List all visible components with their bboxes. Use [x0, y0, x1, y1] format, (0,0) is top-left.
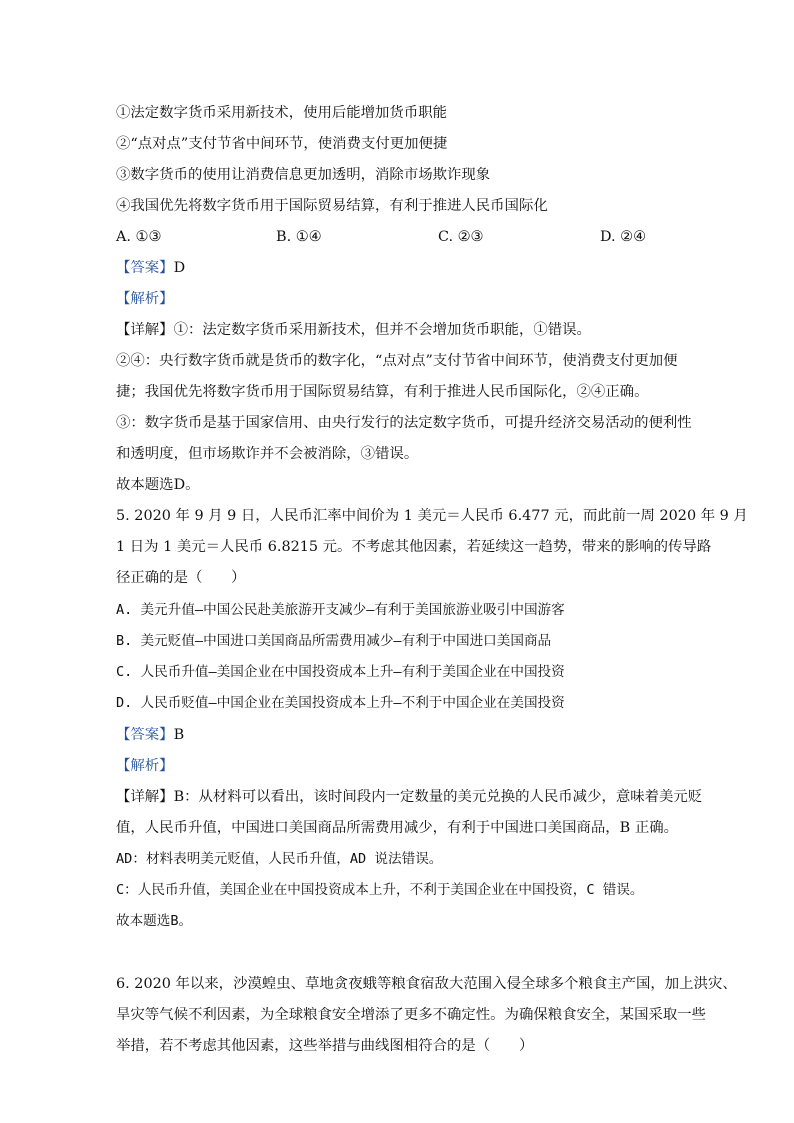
- q4-item-3: ③数字货币的使用让消费信息更加透明，消除市场欺诈现象: [116, 167, 491, 183]
- q4-answer-label: 【答案】: [116, 260, 174, 276]
- q5-conclusion: 故本题选B。: [116, 913, 193, 929]
- q4-item-2: ②“点对点”支付节省中间环节，使消费支付更加便捷: [116, 136, 448, 152]
- q5-stem-2: 1 日为 1 美元＝人民币 6.8215 元。不考虑其他因素，若延续这一趋势，带来的影响的传导路: [116, 539, 712, 555]
- q4-answer-value: D: [173, 260, 186, 276]
- q5-option-a: A. 美元升值—中国公民赴美旅游开支减少—有利于美国旅游业吸引中国游客: [116, 602, 565, 618]
- q4-detail-4: ③：数字货币是基于国家信用、由央行发行的法定数字货币，可提升经济交易活动的便利性: [116, 415, 692, 431]
- q4-item-4: ④我国优先将数字货币用于国际贸易结算，有利于推进人民币国际化: [116, 198, 548, 214]
- q4-detail-5: 和透明度，但市场欺诈并不会被消除，③错误。: [116, 446, 419, 462]
- q6-stem-1: 6. 2020 年以来，沙漠蝗虫、草地贪夜蛾等粮食宿敌大范围入侵全球多个粮食主产国，加上洪灾、: [116, 976, 737, 992]
- q5-answer-label: 【答案】: [116, 727, 174, 743]
- q5-answer-value: B: [173, 727, 185, 743]
- q4-answer: [116, 258, 185, 278]
- q4-detail-3: 捷；我国优先将数字货币用于国际贸易结算，有利于推进人民币国际化，②④正确。: [116, 384, 649, 400]
- q4-option-b: B. ①④: [276, 229, 322, 245]
- q4-conclusion: 故本题选D。: [116, 477, 200, 493]
- q4-analysis-label: 【解析】: [116, 291, 174, 307]
- q4-option-d: D. ②④: [600, 229, 646, 245]
- q5-option-c: C. 人民币升值—美国企业在中国投资成本上升—有利于美国企业在中国投资: [116, 664, 565, 680]
- q5-answer: [116, 725, 184, 745]
- q5-analysis-label: 【解析】: [116, 758, 174, 774]
- q4-detail-2: ②④：央行数字货币就是货币的数字化，“点对点”支付节省中间环节，使消费支付更加便: [116, 353, 678, 369]
- q5-stem-1: 5. 2020 年 9 月 9 日，人民币汇率中间价为 1 美元＝人民币 6.477 元，而此前一周 2020 年 9 月: [116, 508, 748, 524]
- q5-detail-1: 【详解】B：从材料可以看出，该时间段内一定数量的美元兑换的人民币减少，意味着美元贬: [116, 789, 703, 805]
- q5-detail-2: 值，人民币升值，中国进口美国商品所需费用减少，有利于中国进口美国商品，B 正确。: [116, 820, 678, 836]
- q4-item-1: ①法定数字货币采用新技术，使用后能增加货币职能: [116, 105, 447, 121]
- q5-option-b: B. 美元贬值—中国进口美国商品所需费用减少—有利于中国进口美国商品: [116, 633, 552, 649]
- q6-stem-2: 旱灾等气候不利因素，为全球粮食安全增添了更多不确定性。为确保粮食安全，某国采取一些: [116, 1007, 707, 1023]
- q4-option-c: C. ②③: [438, 229, 484, 245]
- q4-detail-1: 【详解】①：法定数字货币采用新技术，但并不会增加货币职能，①错误。: [116, 322, 591, 338]
- q6-stem-3: 举措，若不考虑其他因素，这些举措与曲线图相符合的是（ ）: [116, 1038, 534, 1054]
- q5-detail-3: AD：材料表明美元贬值，人民币升值，AD 说法错误。: [116, 851, 443, 867]
- q5-stem-3: 径正确的是（ ）: [116, 570, 246, 586]
- q4-option-a: A. ①③: [116, 229, 162, 245]
- q5-option-d: D. 人民币贬值—中国企业在美国投资成本上升—不利于中国企业在美国投资: [116, 695, 565, 711]
- q5-detail-4: C：人民币升值，美国企业在中国投资成本上升，不利于美国企业在中国投资，C 错误。: [116, 882, 644, 898]
